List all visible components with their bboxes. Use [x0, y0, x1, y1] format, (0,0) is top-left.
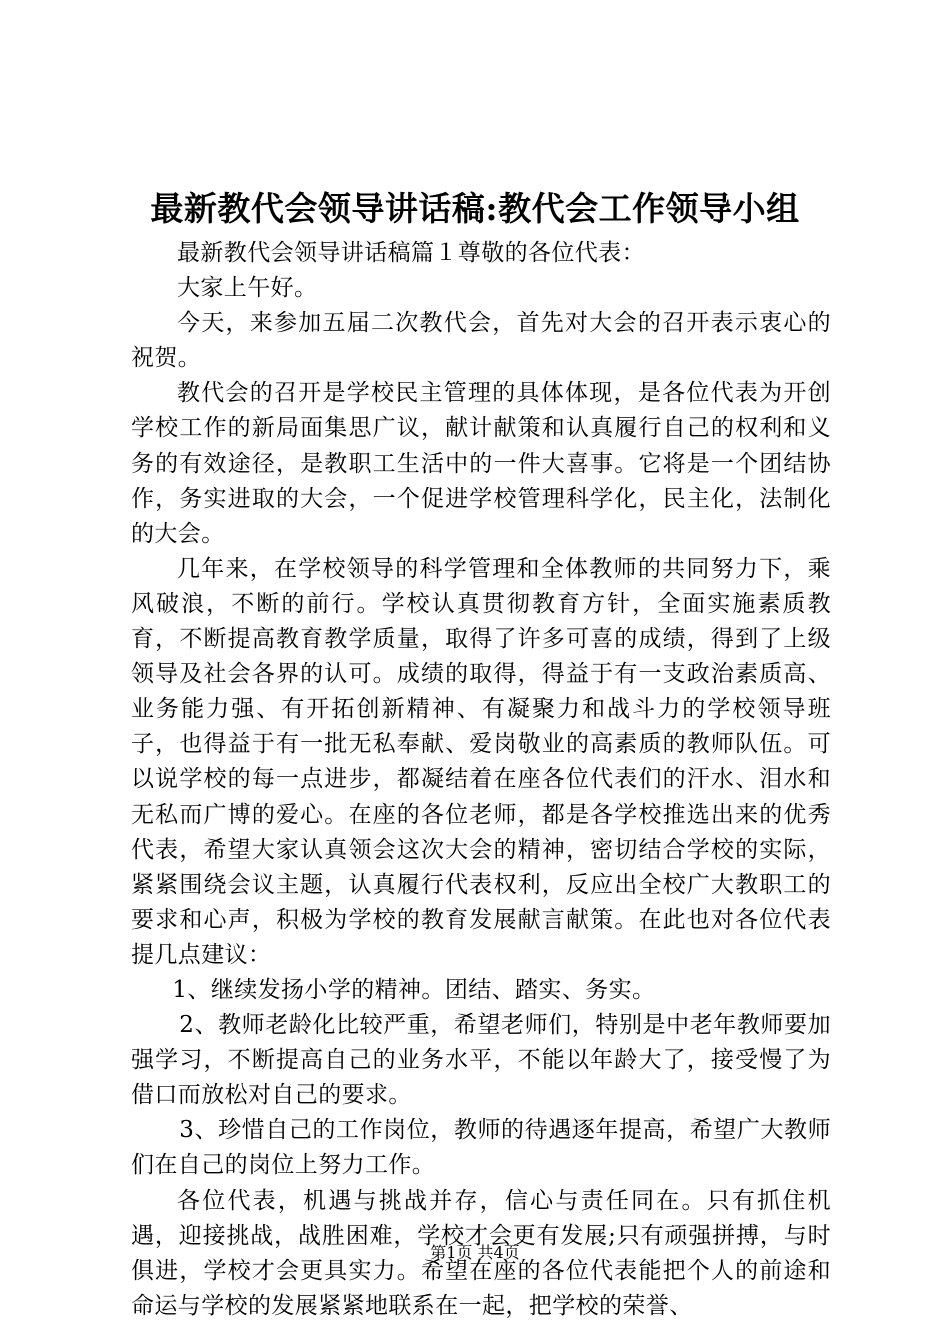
document-title: 最新教代会领导讲话稿:教代会工作领导小组 — [150, 189, 800, 228]
paragraph-greeting: 最新教代会领导讲话稿篇１尊敬的各位代表： — [177, 240, 645, 266]
paragraph-morning: 大家上午好。 — [177, 275, 318, 302]
paragraph-suggestion-1: 1、继续发扬小学的精神。团结、踏实、务实。 — [172, 976, 656, 1003]
paragraph-congratulation: 今天，来参加五届二次教代会，首先对大会的召开表示衷心的祝贺。 — [131, 310, 831, 372]
document-body — [131, 236, 831, 1324]
paragraph-achievements: 几年来，在学校领导的科学管理和全体教师的共同努力下，乘风破浪，不断的前行。学校认真贯彻教育方针，全面实施素质教育，不断提高教育教学质量，取得了许多可喜的成绩，得到了上级领导及社会各界的认可。成绩的取得，得益于有一支政治素质高、业务能力强、有开拓创新精神、有凝聚力和战斗力的学校领导班子，也得益于有一批无私奉献、爱岗敬业的高素质的教师队伍。可以说学校的每一点进步，都凝结着在座各位代表们的汗水、泪水和无私而广博的爱心。在座的各位老师，都是各学校推选出来的优秀代表，希望大家认真领会这次大会的精神，密切结合学校的实际，紧紧围绕会议主题，认真履行代表权利，反应出全校广大教职工的要求和心声，积极为学校的教育发展献言献策。在此也对各位代表提几点建议： — [131, 555, 831, 968]
paragraph-closing: 各位代表，机遇与挑战并存，信心与责任同在。只有抓住机遇，迎接挑战，战胜困难，学校才会更有发展;只有顽强拼搏，与时俱进，学校才会更具实力。希望在座的各位代表能把个人的前途和命运与学校的发展紧紧地联系在一起，把学校的荣誉、 — [131, 1187, 831, 1319]
paragraph-significance: 教代会的召开是学校民主管理的具体体现，是各位代表为开创学校工作的新局面集思广议，献计献策和认真履行自己的权利和义务的有效途径，是教职工生活中的一件大喜事。它将是一个团结协作，务实进取的大会，一个促进学校管理科学化，民主化，法制化的大会。 — [131, 380, 831, 547]
paragraph-suggestion-2: 2、教师老龄化比较严重，希望老师们，特别是中老年教师要加强学习，不断提高自己的业务水平，不能以年龄大了，接受慢了为借口而放松对自己的要求。 — [131, 1012, 831, 1109]
paragraph-suggestion-3: 3、珍惜自己的工作岗位，教师的待遇逐年提高，希望广大教师们在自己的岗位上努力工作。 — [131, 1117, 831, 1179]
page-footer: 第1页 共4页 — [430, 1243, 520, 1262]
